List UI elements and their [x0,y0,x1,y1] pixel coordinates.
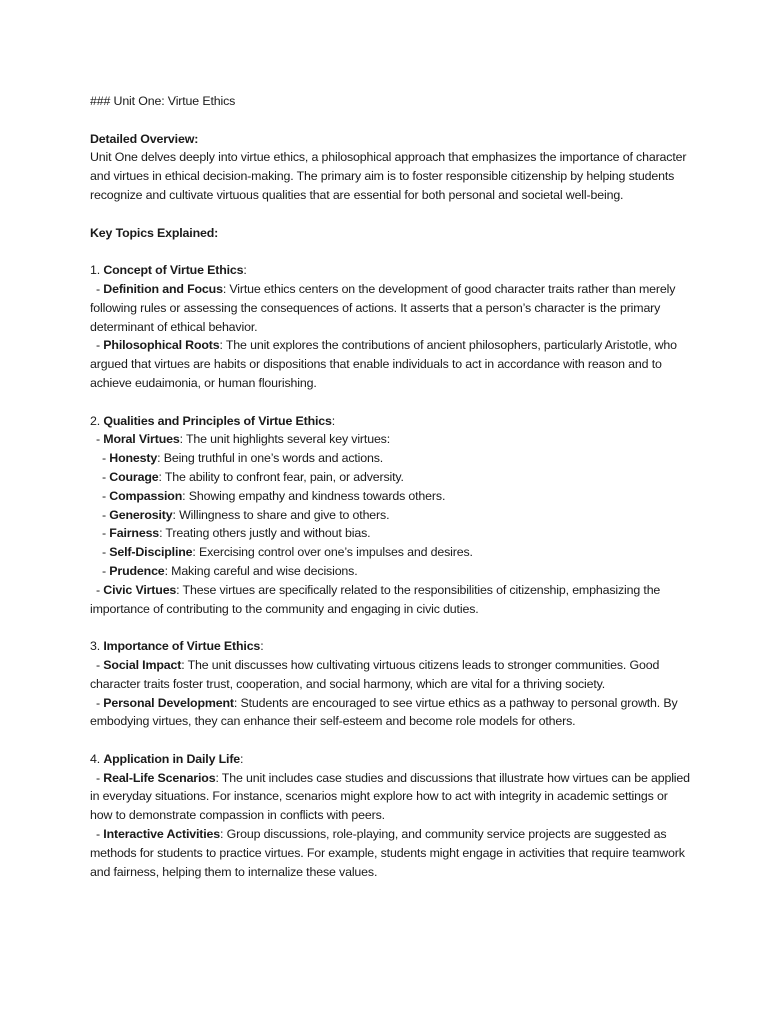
overview-text: Unit One delves deeply into virtue ethics, a philosophical approach that emphasizes the importance of character and virtues in ethical decision-making. The primary aim is to foster responsible citizenship by helping students recognize and cultivate virtuous qualities that are essential for both personal and societal well-being. [90,150,687,202]
section-title: 1. Concept of Virtue Ethics: [90,263,247,278]
list-item: - Moral Virtues: The unit highlights several key virtues: [96,432,391,447]
document-page [90,92,690,881]
section-qualities [90,412,690,619]
list-item: - Social Impact: The unit discusses how cultivating virtuous citizens leads to stronger communities. Good character traits foster trust, cooperation, and social harmony, which are vital for a thriving society. [90,657,660,691]
key-topics-label: Key Topics Explained: [90,225,219,240]
section-importance [90,637,690,731]
virtue-item: - Prudence: Making careful and wise decisions. [102,563,358,578]
section-concept [90,261,690,393]
virtue-item: - Generosity: Willingness to share and give to others. [102,507,390,522]
virtue-item: - Honesty: Being truthful in one’s words and actions. [102,451,384,466]
overview-label: Detailed Overview: [90,131,199,146]
virtue-item: - Compassion: Showing empathy and kindness towards others. [102,488,446,503]
section-title: 4. Application in Daily Life: [90,751,244,766]
virtue-item: - Courage: The ability to confront fear, pain, or adversity. [102,469,404,484]
list-item: - Definition and Focus: Virtue ethics centers on the development of good character traits rather than merely following rules or assessing the consequences of actions. It asserts that a person’s character is the primary determinant of ethical behavior. [90,281,676,334]
section-application [90,750,690,882]
list-item: - Civic Virtues: These virtues are specifically related to the responsibilities of citizenship, emphasizing the importance of contributing to the community and engaging in civic duties. [90,582,661,616]
list-item: - Real-Life Scenarios: The unit includes case studies and discussions that illustrate how virtues can be applied in everyday situations. For instance, scenarios might explore how to act with integrity in academic settings or how to demonstrate compassion in conflicts with peers. [90,770,690,823]
list-item: - Interactive Activities: Group discussions, role-playing, and community service projects are suggested as methods for students to practice virtues. For example, students might engage in activities that require teamwork and fairness, helping them to internalize these values. [90,827,685,879]
list-item: - Personal Development: Students are encouraged to see virtue ethics as a pathway to personal growth. By embodying virtues, they can enhance their self-esteem and become role models for others. [90,695,678,729]
section-title: 2. Qualities and Principles of Virtue Ethics: [90,413,336,428]
virtue-item: - Fairness: Treating others justly and without bias. [102,526,371,541]
virtue-item: - Self-Discipline: Exercising control over one’s impulses and desires. [102,545,473,560]
document-heading: ### Unit One: Virtue Ethics [90,94,236,108]
section-title: 3. Importance of Virtue Ethics: [90,639,264,654]
list-item: - Philosophical Roots: The unit explores the contributions of ancient philosophers, particularly Aristotle, who argued that virtues are habits or dispositions that enable individuals to act in accordance with reason and to achieve eudaimonia, or human flourishing. [90,338,677,390]
